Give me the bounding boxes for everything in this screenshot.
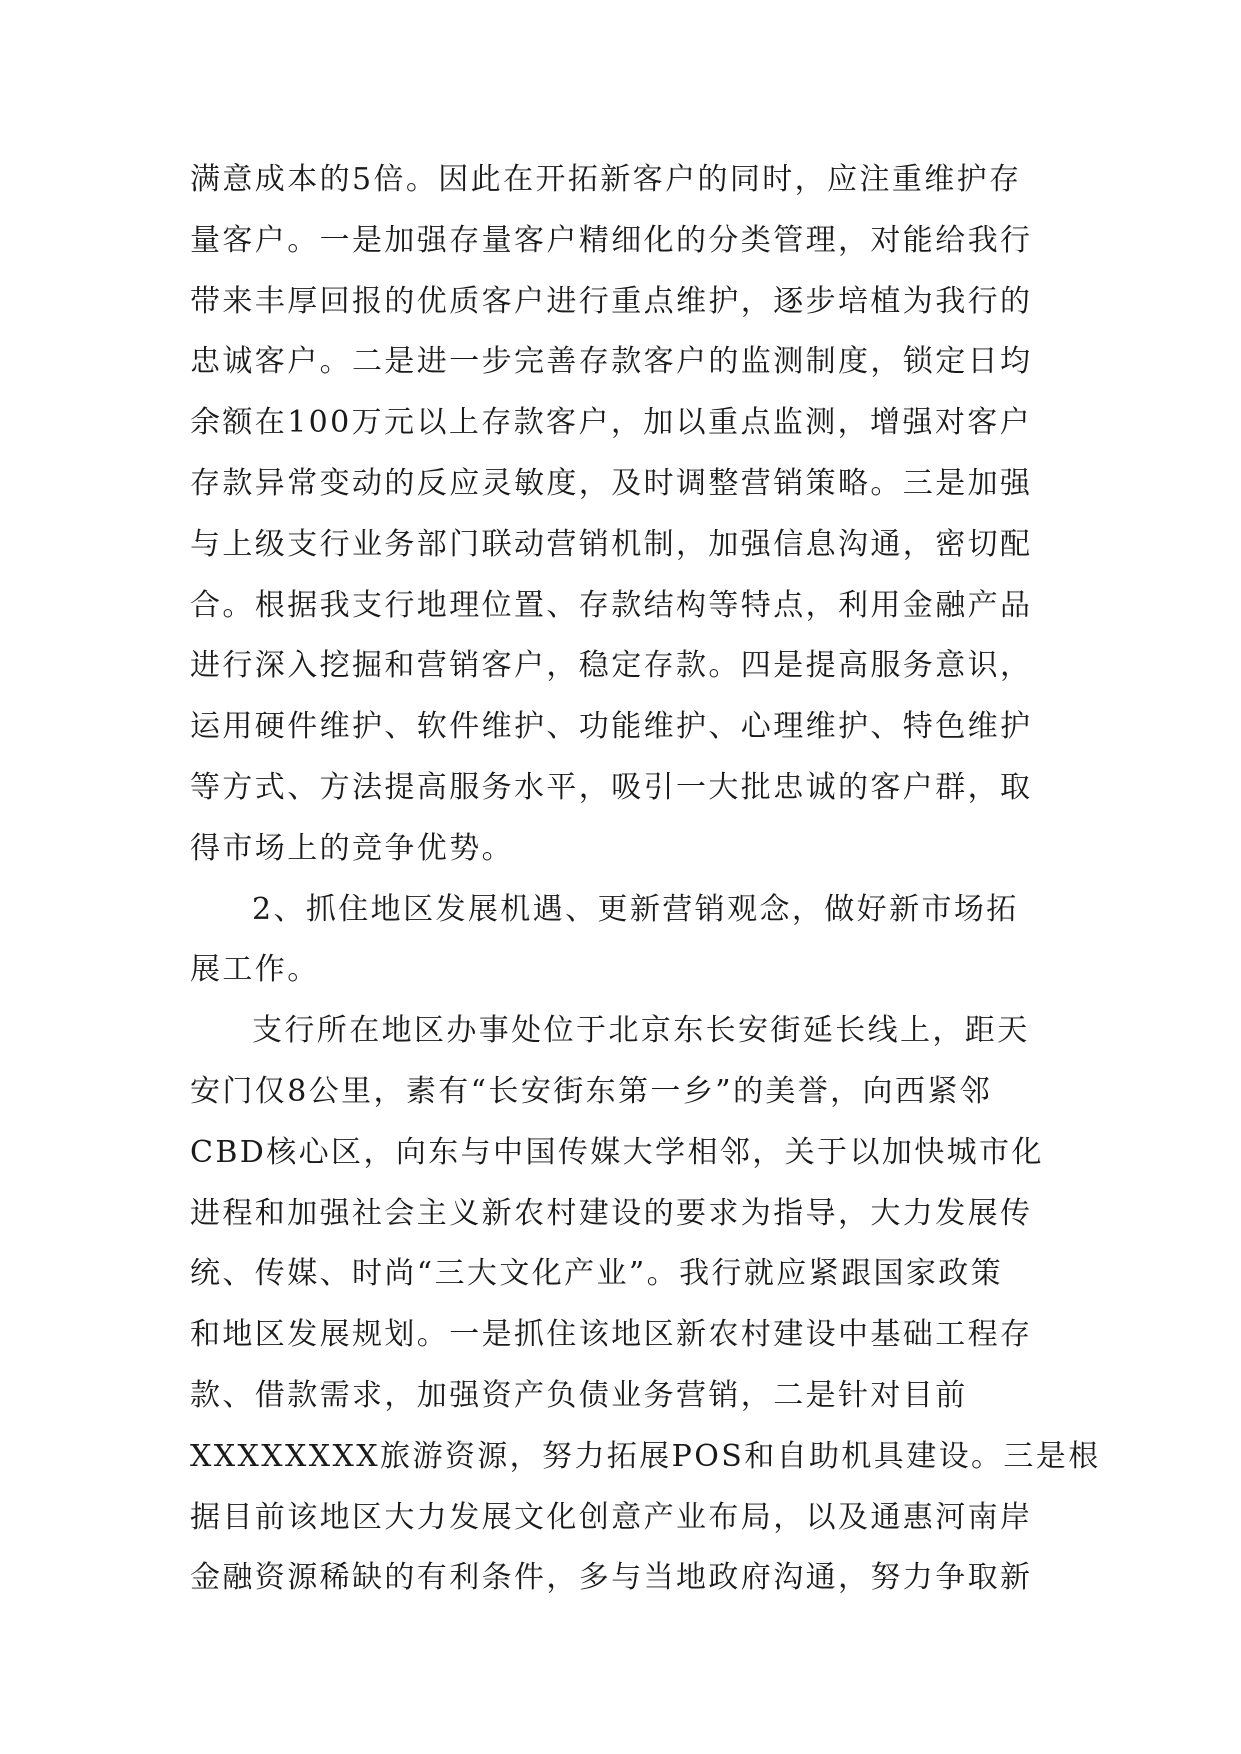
text-line: 进行深入挖掘和营销客户，稳定存款。四是提高服务意识，: [190, 648, 1033, 684]
text-line: 得市场上的竞争优势。: [190, 830, 514, 866]
text-line: 忠诚客户。二是进一步完善存款客户的监测制度，锁定日均: [190, 344, 1033, 380]
section-heading: 2、抓住地区发展机遇、更新营销观念，做好新市场拓: [252, 891, 1019, 927]
text-line: 进程和加强社会主义新农村建设的要求为指导，大力发展传: [190, 1195, 1033, 1231]
body-text: [190, 150, 1101, 1609]
text-line: 安门仅8公里，素有“长安街东第一乡”的美誉，向西紧邻: [190, 1073, 993, 1109]
text-line: 据目前该地区大力发展文化创意产业布局，以及通惠河南岸: [190, 1499, 1033, 1535]
text-line: 与上级支行业务部门联动营销机制，加强信息沟通，密切配: [190, 526, 1033, 562]
text-line: 量客户。一是加强存量客户精细化的分类管理，对能给我行: [190, 222, 1033, 258]
section-heading-continued: 展工作。: [190, 952, 320, 988]
text-line: 等方式、方法提高服务水平，吸引一大批忠诚的客户群，取: [190, 769, 1033, 805]
text-line: 款、借款需求，加强资产负债业务营销，二是针对目前: [190, 1377, 968, 1413]
text-line: XXXXXXXX旅游资源，努力拓展POS和自助机具建设。三是根: [190, 1438, 1101, 1474]
text-line: 金融资源稀缺的有利条件，多与当地政府沟通，努力争取新: [190, 1560, 1033, 1596]
text-line: 合。根据我支行地理位置、存款结构等特点，利用金融产品: [190, 587, 1033, 623]
text-line: 余额在100万元以上存款客户，加以重点监测，增强对客户: [190, 405, 1033, 441]
text-line: 满意成本的5倍。因此在开拓新客户的同时，应注重维护存: [190, 162, 1022, 197]
text-line: 带来丰厚回报的优质客户进行重点维护，逐步培植为我行的: [190, 283, 1033, 319]
text-line: CBD核心区，向东与中国传媒大学相邻，关于以加快城市化: [190, 1134, 1044, 1170]
text-line: 存款异常变动的反应灵敏度，及时调整营销策略。三是加强: [190, 465, 1033, 501]
text-line: 统、传媒、时尚“三大文化产业”。我行就应紧跟国家政策: [190, 1256, 1004, 1292]
paragraph-start-line: 支行所在地区办事处位于北京东长安街延长线上，距天: [252, 1013, 1030, 1049]
text-line: 和地区发展规划。一是抓住该地区新农村建设中基础工程存: [190, 1317, 1033, 1353]
text-line: 运用硬件维护、软件维护、功能维护、心理维护、特色维护: [190, 709, 1033, 745]
